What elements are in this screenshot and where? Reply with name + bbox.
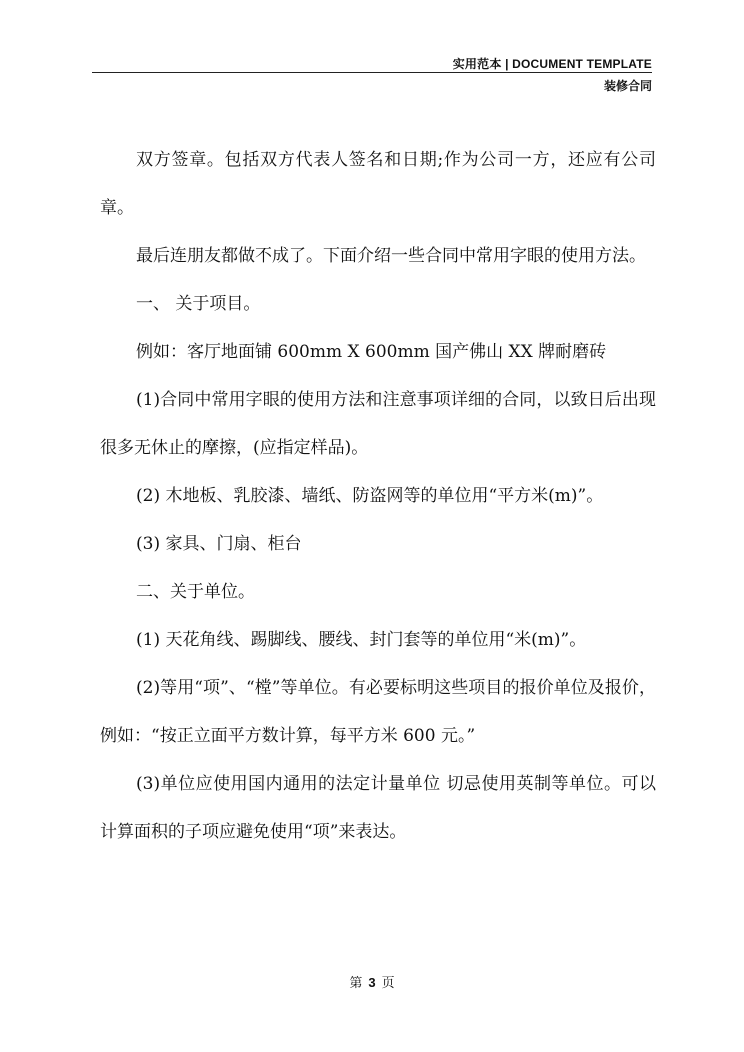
header-subtitle: 装修合同 [603, 79, 652, 93]
section-heading: 二、关于单位。 [136, 582, 255, 602]
page-number: 3 [368, 975, 376, 990]
page-footer [0, 972, 744, 991]
footer-suffix: 页 [381, 976, 395, 991]
paragraph: (2)等用“项”、“樘”等单位。有必要标明这些项目的报价单位及报价，例如：“按正立面平方数计算，每平方米 600 元。” [100, 678, 656, 746]
section-heading: 一、 关于项目。 [136, 294, 261, 314]
document-body [100, 136, 656, 856]
paragraph: (3) 家具、门扇、柜台 [136, 534, 302, 554]
paragraph: 例如：客厅地面铺 600mm X 600mm 国产佛山 XX 牌耐磨砖 [136, 342, 607, 362]
paragraph: 双方签章。包括双方代表人签名和日期;作为公司一方，还应有公司章。 [100, 150, 656, 218]
paragraph: (1) 天花角线、踢脚线、腰线、封门套等的单位用“米(m)”。 [136, 630, 587, 650]
paragraph: (3)单位应使用国内通用的法定计量单位 切忌使用英制等单位。可以计算面积的子项应避免使用“项”来表达。 [100, 774, 656, 842]
header-title: 实用范本 | DOCUMENT TEMPLATE [452, 57, 652, 71]
header-divider [92, 72, 652, 73]
paragraph: (2) 木地板、乳胶漆、墙纸、防盗网等的单位用“平方米(m)”。 [136, 486, 604, 506]
paragraph: 最后连朋友都做不成了。下面介绍一些合同中常用字眼的使用方法。 [136, 246, 646, 266]
footer-prefix: 第 [349, 976, 363, 991]
page-header [0, 0, 744, 100]
paragraph: (1)合同中常用字眼的使用方法和注意事项详细的合同，以致日后出现很多无休止的摩擦，(应指定样品)。 [100, 390, 656, 458]
